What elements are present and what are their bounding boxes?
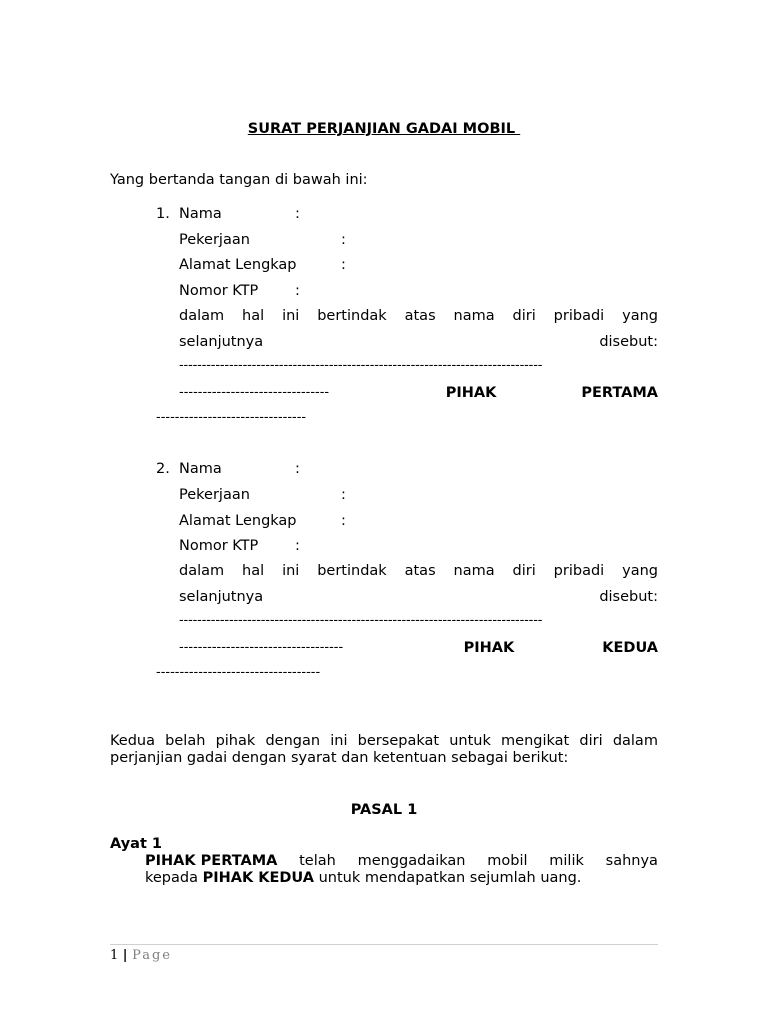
- word: disebut:: [599, 334, 658, 350]
- word: telah: [299, 853, 336, 869]
- word: hal: [242, 308, 265, 324]
- party-1-statement-line: [179, 307, 658, 325]
- word: ini: [282, 308, 300, 324]
- party-2-disebut-line: [179, 588, 658, 606]
- word: mobil: [487, 853, 528, 869]
- party-2-alamat-label: Alamat Lengkap: [179, 513, 297, 529]
- party-1-number: 1.: [156, 206, 170, 222]
- ayat-line-2-post: untuk mendapatkan sejumlah uang.: [314, 870, 582, 886]
- word: nama: [453, 563, 495, 579]
- word: dalam: [179, 563, 225, 579]
- word: diri: [512, 563, 536, 579]
- word: pihak: [215, 733, 256, 749]
- party-2-dashes-long: --------------------------------------------------------------------------------: [179, 613, 543, 628]
- word: pribadi: [553, 308, 605, 324]
- ayat-line-2-pre: kepada: [145, 870, 203, 886]
- party-1-alamat-colon: :: [341, 257, 346, 273]
- party-1-dashes-left: --------------------------------: [179, 385, 330, 400]
- word: bersepakat: [357, 733, 440, 749]
- page-footer: [110, 947, 172, 965]
- word: milik: [549, 853, 584, 869]
- word: pribadi: [553, 563, 605, 579]
- word: menggadaikan: [357, 853, 466, 869]
- word: diri: [579, 733, 603, 749]
- party-second-ref: PIHAK KEDUA: [202, 870, 314, 886]
- word: untuk: [449, 733, 491, 749]
- party-1-ktp-label: Nomor KTP: [179, 283, 259, 299]
- word: yang: [622, 308, 658, 324]
- party-2-role-line: [179, 639, 658, 657]
- word: selanjutnya: [179, 334, 264, 350]
- word: disebut:: [599, 589, 658, 605]
- party-2-role-kedua: KEDUA: [602, 640, 658, 656]
- party-1-nama-label: Nama: [179, 206, 222, 222]
- party-2-alamat-colon: :: [341, 513, 346, 529]
- party-1-role-line: [179, 384, 658, 402]
- party-2-ktp-label: Nomor KTP: [179, 538, 259, 554]
- party-2-statement-line: [179, 562, 658, 580]
- party-1-role-pertama: PERTAMA: [581, 385, 658, 401]
- intro-text: Yang bertanda tangan di bawah ini:: [110, 172, 368, 188]
- word: Kedua: [110, 733, 155, 749]
- footer-separator: |: [118, 948, 133, 963]
- word: diri: [512, 308, 536, 324]
- party-2-role-pihak: PIHAK: [463, 640, 515, 656]
- word: selanjutnya: [179, 589, 264, 605]
- word: atas: [404, 563, 436, 579]
- party-1-role-pihak: PIHAK: [445, 385, 497, 401]
- party-2-nama-colon: :: [295, 461, 300, 477]
- party-1-disebut-line: [179, 333, 658, 351]
- party-2-number: 2.: [156, 461, 170, 477]
- agreement-line-2: perjanjian gadai dengan syarat dan ketentuan sebagai berikut:: [110, 750, 569, 766]
- agreement-line-1: [110, 732, 658, 750]
- word: belah: [165, 733, 206, 749]
- word: bertindak: [317, 563, 387, 579]
- party-1-pekerjaan-colon: :: [341, 232, 346, 248]
- ayat-line-2: [145, 869, 581, 887]
- party-1-dashes-tail: --------------------------------: [156, 410, 307, 425]
- word: atas: [404, 308, 436, 324]
- party-1-nama-colon: :: [295, 206, 300, 222]
- page-number: 1: [110, 948, 119, 963]
- party-1-dashes-long: --------------------------------------------------------------------------------: [179, 358, 543, 373]
- ayat-line-1: [145, 852, 658, 870]
- word: dalam: [612, 733, 658, 749]
- party-first-ref: PIHAK PERTAMA: [145, 853, 278, 869]
- word: bertindak: [317, 308, 387, 324]
- page-label: Page: [132, 948, 172, 963]
- party-1-ktp-colon: :: [295, 283, 300, 299]
- word: mengikat: [501, 733, 570, 749]
- party-2-dashes-left: -----------------------------------: [179, 640, 344, 655]
- party-2-dashes-tail: -----------------------------------: [156, 665, 321, 680]
- word: dengan: [265, 733, 321, 749]
- ayat-heading: Ayat 1: [110, 836, 163, 852]
- party-2-nama-label: Nama: [179, 461, 222, 477]
- footer-divider: [110, 944, 658, 945]
- party-2-pekerjaan-label: Pekerjaan: [179, 487, 250, 503]
- word: hal: [242, 563, 265, 579]
- party-2-ktp-colon: :: [295, 538, 300, 554]
- word: yang: [622, 563, 658, 579]
- word: nama: [453, 308, 495, 324]
- document-title: SURAT PERJANJIAN GADAI MOBIL: [247, 121, 521, 137]
- party-2-pekerjaan-colon: :: [341, 487, 346, 503]
- pasal-heading: PASAL 1: [350, 802, 418, 818]
- word: ini: [330, 733, 348, 749]
- word: ini: [282, 563, 300, 579]
- word: sahnya: [605, 853, 658, 869]
- party-1-alamat-label: Alamat Lengkap: [179, 257, 297, 273]
- party-1-pekerjaan-label: Pekerjaan: [179, 232, 250, 248]
- word: dalam: [179, 308, 225, 324]
